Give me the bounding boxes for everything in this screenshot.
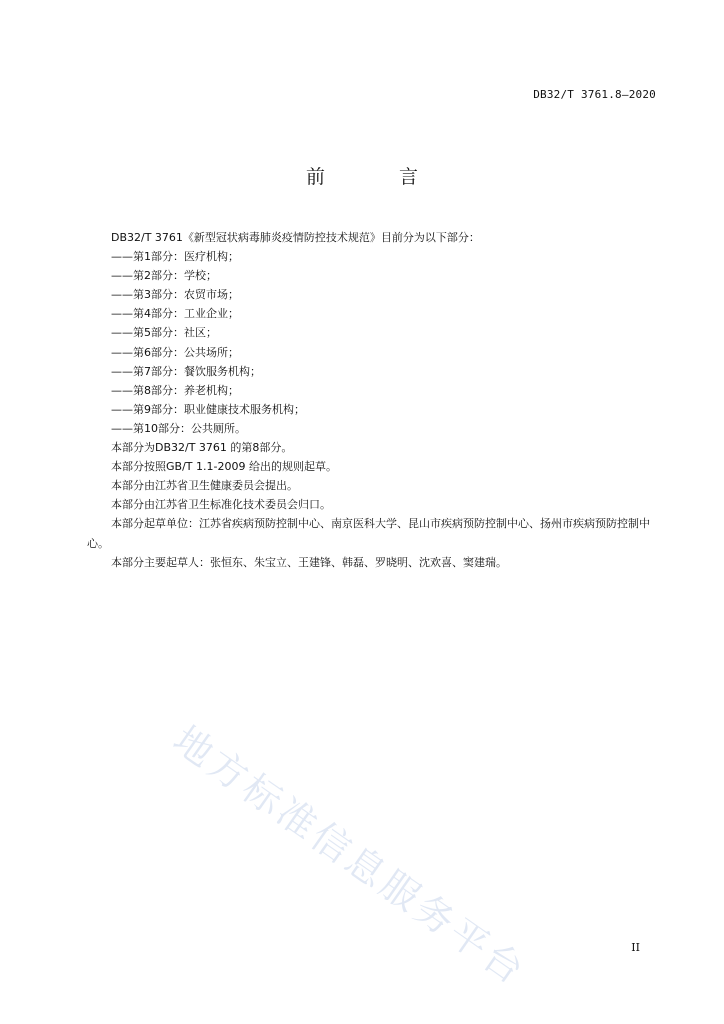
part-list-item-4: ——第4部分：工业企业；: [111, 307, 239, 321]
page-title: 前 言: [305, 166, 453, 188]
part-list-item-2: ——第2部分：学校；: [111, 269, 217, 283]
foreword-body: [87, 228, 657, 572]
part-list-item-5: ——第5部分：社区；: [111, 326, 217, 340]
part-list-item-6: ——第6部分：公共场所；: [111, 345, 239, 359]
watermark: 地方标准信息服务平台: [165, 717, 535, 995]
drafting-units: 本部分起草单位：江苏省疾病预防控制中心、南京医科大学、昆山市疾病预防控制中心、扬州市疾病预防控制中心。: [87, 517, 650, 550]
part-statement: 本部分为DB32/T 3761 的第8部分。: [111, 441, 293, 455]
intro-line: DB32/T 3761《新型冠状病毒肺炎疫情防控技术规范》目前分为以下部分：: [111, 231, 480, 244]
part-list-item-3: ——第3部分：农贸市场；: [111, 288, 239, 302]
page-number: II: [631, 941, 640, 954]
main-drafters: 本部分主要起草人：张恒东、朱宝立、王建锋、韩磊、罗晓明、沈欢喜、窦建瑞。: [111, 555, 507, 569]
part-list-item-1: ——第1部分：医疗机构；: [111, 250, 239, 264]
part-list-item-10: ——第10部分：公共厕所。: [111, 421, 246, 435]
proposer-statement: 本部分由江苏省卫生健康委员会提出。: [111, 479, 298, 493]
document-code: DB32/T 3761.8—2020: [533, 88, 656, 101]
part-list-item-9: ——第9部分：职业健康技术服务机构；: [111, 402, 305, 416]
part-list-item-8: ——第8部分：养老机构；: [111, 383, 239, 397]
centralized-statement: 本部分由江苏省卫生标准化技术委员会归口。: [111, 498, 331, 512]
drafting-rules-statement: 本部分按照GB/T 1.1-2009 给出的规则起草。: [111, 460, 337, 474]
part-list-item-7: ——第7部分：餐饮服务机构；: [111, 364, 261, 378]
